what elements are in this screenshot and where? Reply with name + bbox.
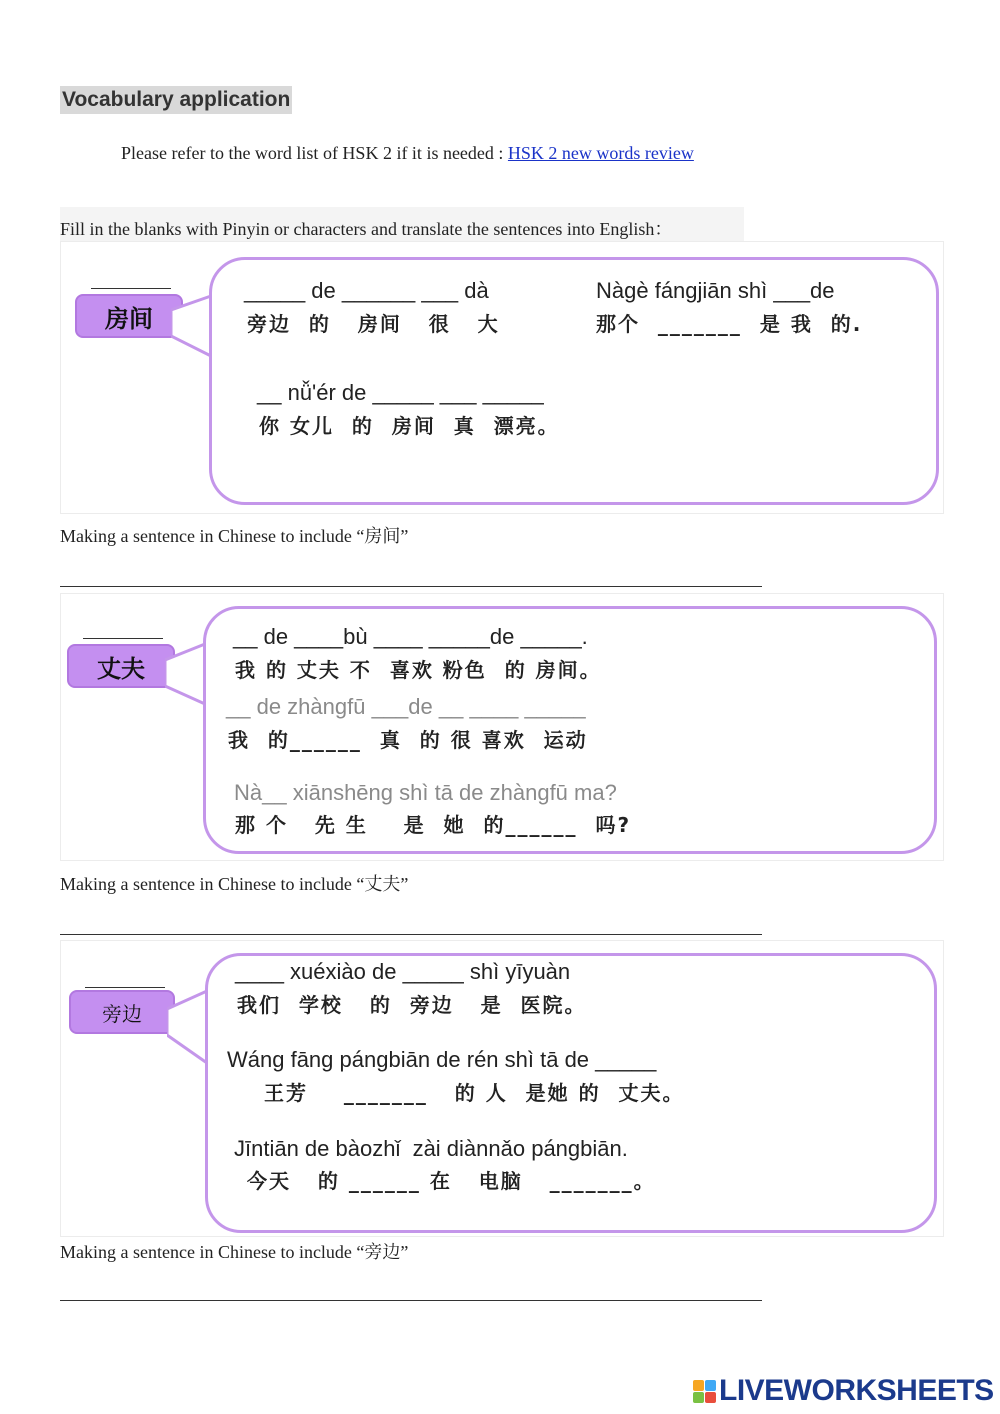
answer-line[interactable] (60, 586, 762, 587)
chinese-line: 王芳 _______ 的 人 是她 的 丈夫。 (264, 1081, 685, 1105)
hsk2-word-list-link[interactable]: HSK 2 new words review (507, 143, 694, 163)
chinese-line: 你 女儿 的 房间 真 漂亮。 (259, 414, 560, 438)
exercise-panel-pangbian (60, 940, 944, 1237)
liveworksheets-logo (693, 1374, 994, 1408)
reference-line (121, 143, 694, 164)
chinese-line: 旁边 的 房间 很 大 (247, 312, 500, 336)
pinyin-line: __ de ____bù ____ _____de _____. (233, 624, 588, 649)
word-tag: 旁边 (69, 990, 175, 1034)
chinese-line: 我 的______ 真 的 很 喜欢 运动 (228, 728, 588, 752)
pinyin-line: Nàgè fángjiān shì ___de (596, 278, 835, 303)
instruction: Fill in the blanks with Pinyin or characters and translate the sentences into English： (60, 207, 744, 247)
logo-icon (693, 1380, 716, 1403)
word-tag: 房间 (75, 294, 183, 338)
answer-line[interactable] (60, 934, 762, 935)
chinese-line: 那个 _______ 是 我 的. (596, 312, 863, 336)
chinese-line: 我们 学校 的 旁边 是 医院。 (237, 993, 587, 1017)
chinese-line: 今天 的 ______ 在 电脑 _______。 (247, 1169, 656, 1193)
pinyin-line: __ de zhàngfū ___de __ ____ _____ (226, 694, 586, 719)
word-blank-line (85, 987, 165, 988)
make-sentence-prompt: Making a sentence in Chinese to include “丈夫” (60, 874, 409, 894)
pinyin-line: Wáng fāng pángbiān de rén shì tā de _____ (227, 1047, 657, 1072)
pinyin-line: _____ de ______ ___ dà (244, 278, 489, 303)
word-tag: 丈夫 (67, 644, 175, 688)
section-title: Vocabulary application (60, 86, 292, 114)
pinyin-line: ____ xuéxiào de _____ shì yīyuàn (235, 959, 571, 984)
word-blank-line (83, 638, 163, 639)
word-blank-line (91, 288, 171, 289)
answer-line[interactable] (60, 1300, 762, 1301)
logo-text: LIVEWORKSHEETS (719, 1374, 994, 1407)
chinese-line: 我 的 丈夫 不 喜欢 粉色 的 房间。 (235, 658, 602, 682)
make-sentence-prompt: Making a sentence in Chinese to include “房间” (60, 526, 409, 546)
make-sentence-prompt: Making a sentence in Chinese to include “旁边” (60, 1242, 409, 1262)
pinyin-line: Jīntiān de bàozhǐ zài diànnǎo pángbiān. (234, 1136, 628, 1161)
chinese-line: 那 个 先 生 是 她 的______ 吗? (235, 813, 632, 837)
pinyin-line: Nà__ xiānshēng shì tā de zhàngfū ma? (234, 780, 617, 805)
exercise-panel-fangjian (60, 241, 944, 514)
reference-text: Please refer to the word list of HSK 2 if it is needed : (121, 143, 508, 163)
exercise-panel-zhangfu (60, 593, 944, 861)
pinyin-line: __ nǚ'ér de _____ ___ _____ (257, 380, 544, 405)
